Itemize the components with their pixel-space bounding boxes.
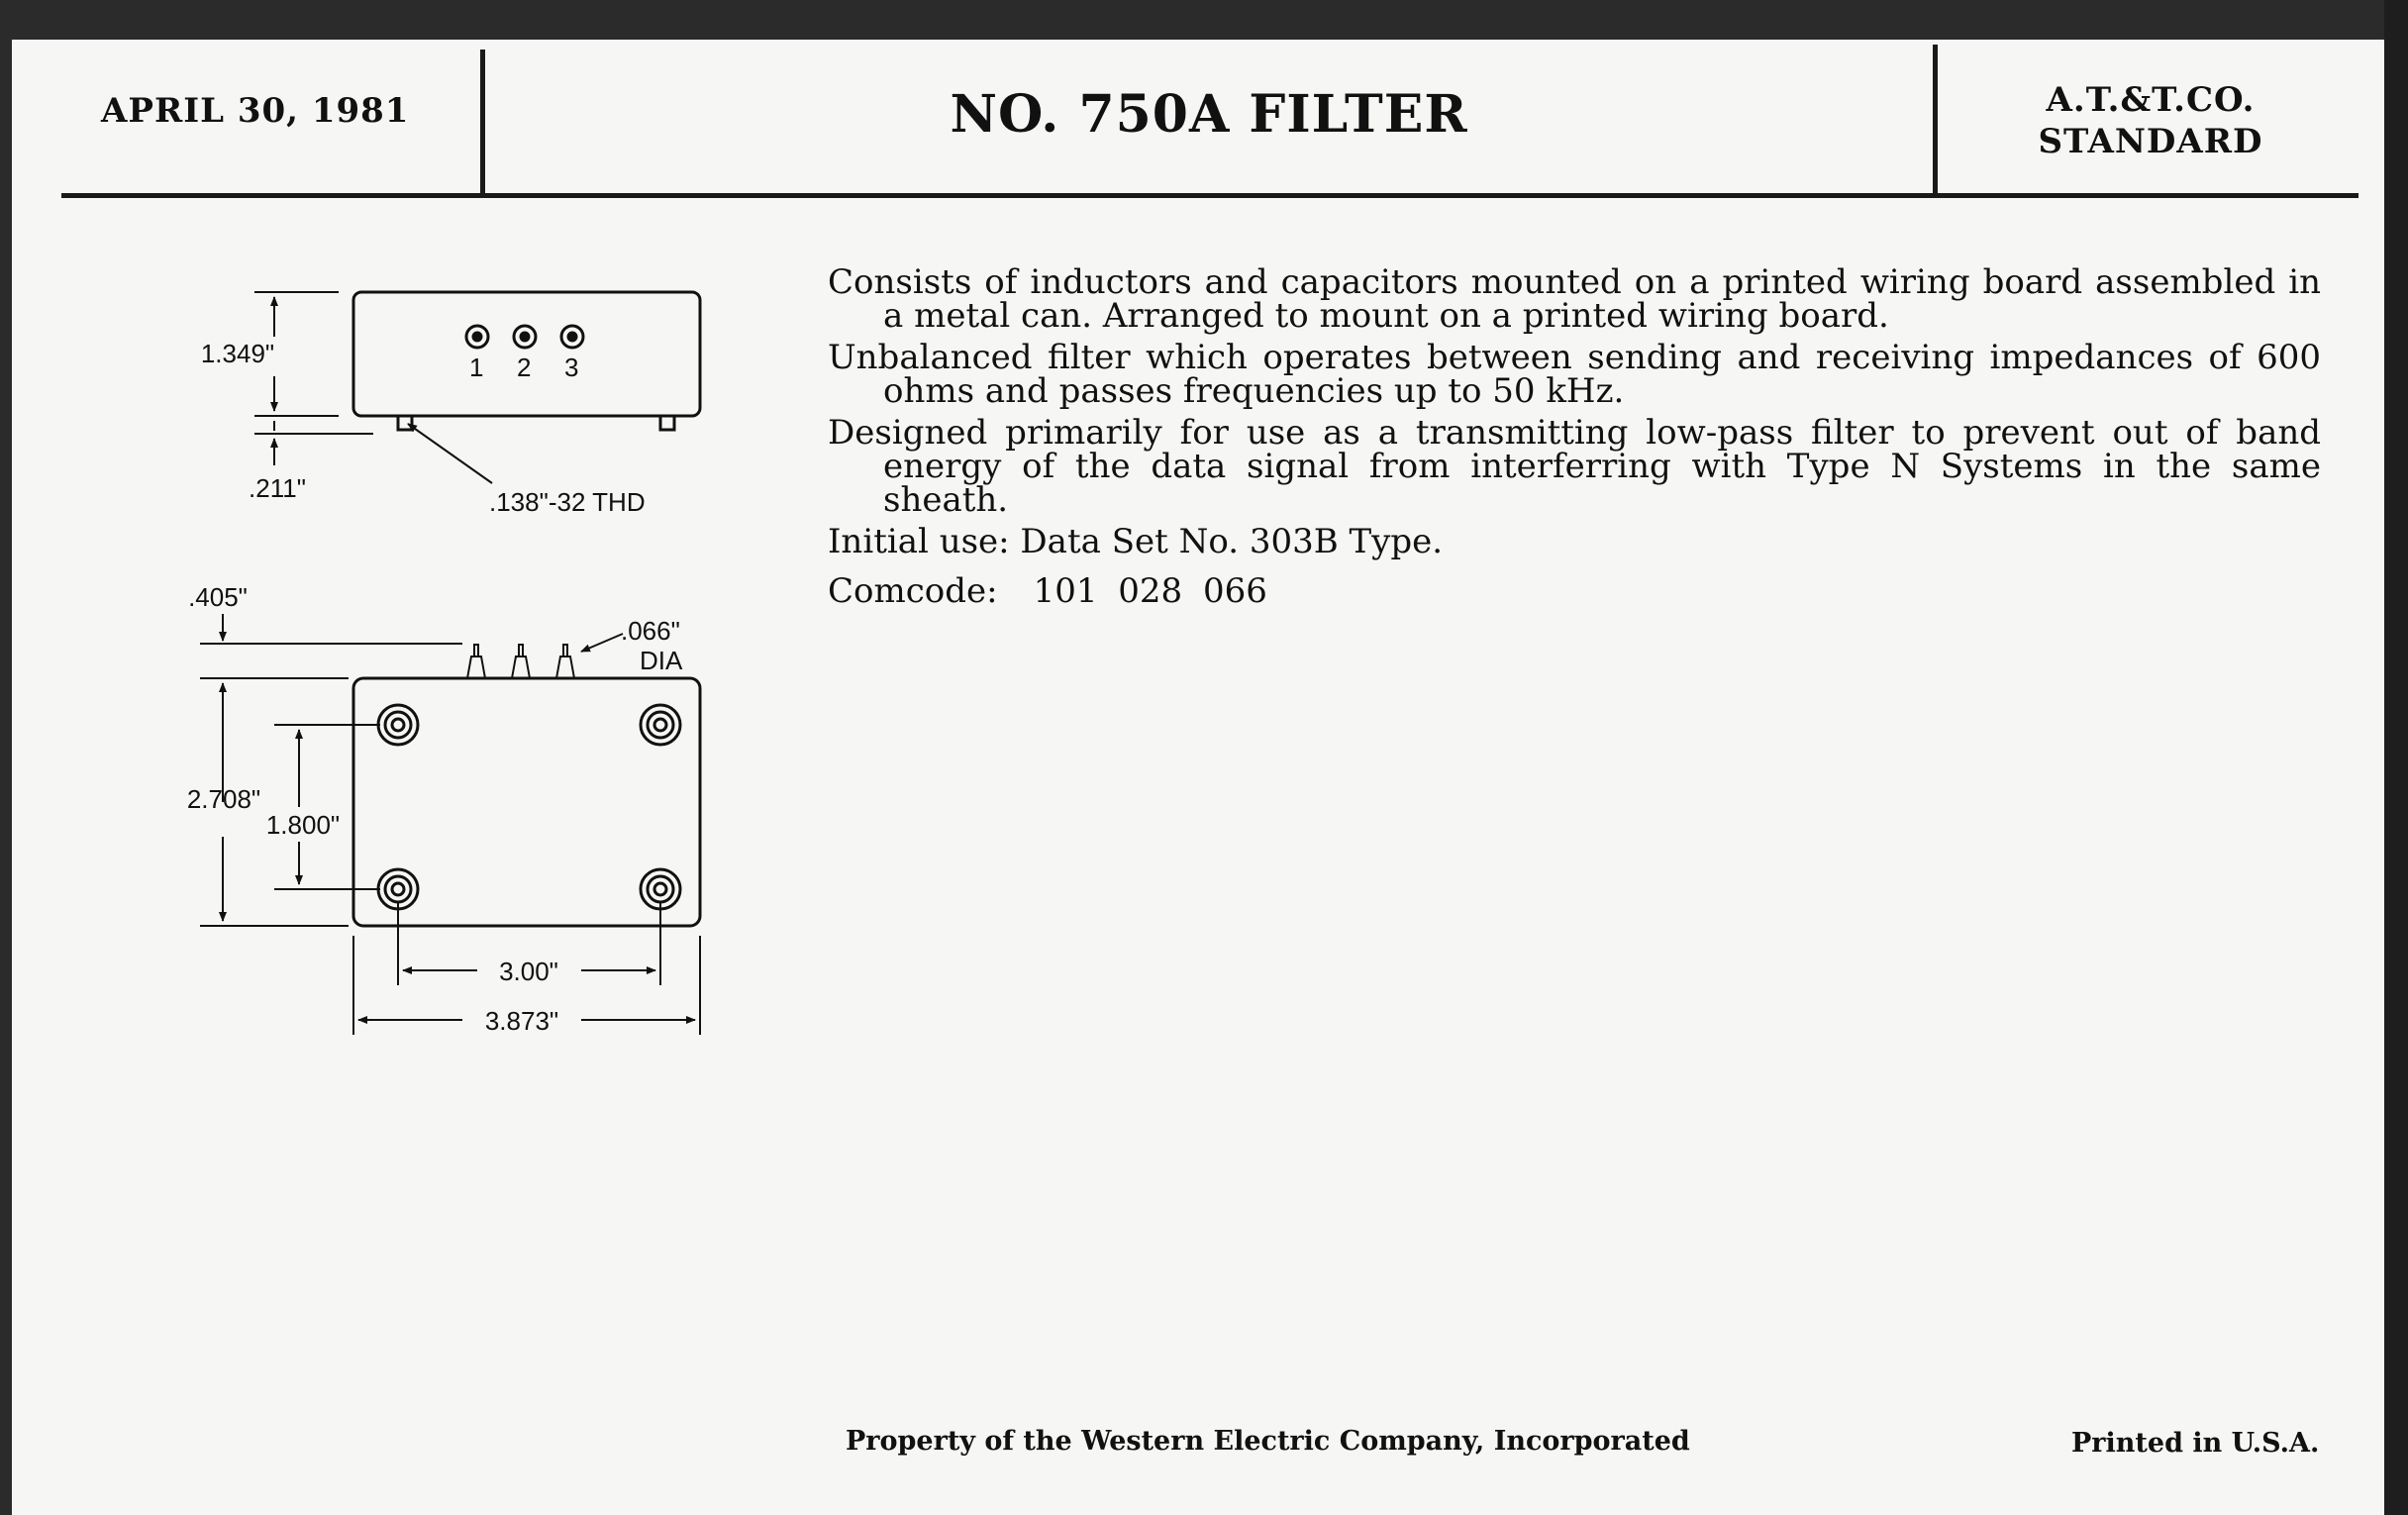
comcode-line [828,571,2321,611]
side-view-terminal-3 [561,326,583,348]
overall-width-dim: 3.873" [484,1006,559,1036]
side-view-stud-left [398,416,412,430]
description-paragraph: Unbalanced filter which operates between sending and receiving impedances of 600 ohms and passes frequencies up to 50 kHz. [828,338,2321,411]
stud-spacing-h-dim: 3.00" [499,957,558,986]
terminal-label-2: 2 [517,353,532,382]
data-sheet-card [12,40,2390,1515]
pin-dia-label: DIA [640,646,683,675]
terminal-label-1: 1 [469,353,484,382]
terminal-pin-2 [512,645,530,678]
initial-use: Initial use: Data Set No. 303B Type. [828,522,1444,561]
overall-height-dim: 2.708" [186,784,261,814]
standard-org: A.T.&T.CO. [2046,80,2256,120]
property-notice: Property of the Western Electric Company, Incorporated [846,1426,1690,1457]
page-title: NO. 750A FILTER [950,84,1468,145]
description-block [828,262,2321,616]
thread-leader [408,424,492,483]
side-height-dim: 1.349" [200,339,275,368]
printed-notice: Printed in U.S.A. [2071,1428,2320,1459]
thread-callout: .138"-32 THD [489,487,646,517]
side-view-stud-right [660,416,674,430]
mounting-stud-top-left [378,705,418,745]
terminal-label-3: 3 [564,353,579,382]
standard-label: STANDARD [2038,122,2263,161]
scan-edge [2384,0,2408,1515]
pin-dia-leader [581,634,623,652]
side-view-terminal-1 [466,326,488,348]
terminal-pin-3 [556,645,574,678]
terminal-height-dim: .405" [188,582,248,612]
side-standoff-dim: .211" [249,473,306,503]
side-view-terminal-2 [514,326,536,348]
issue-date: APRIL 30, 1981 [101,91,410,131]
stud-spacing-v-dim: 1.800" [265,810,341,840]
description-paragraph: Designed primarily for use as a transmitting low-pass filter to prevent out of band energy of the data signal from interferring with Type N Systems in the same sheath. [828,413,2321,520]
description-paragraph: Consists of inductors and capacitors mounted on a printed wiring board assembled in a metal can. Arranged to mount on a printed wiring board. [828,262,2321,336]
standard-block [1938,79,2363,162]
filter-dimension-drawing [12,40,745,1089]
pin-dia-callout: .066" [621,616,680,646]
comcode-value: 101 028 066 [1033,571,1267,611]
comcode-label: Comcode: [828,571,998,611]
terminal-pin-1 [467,645,485,678]
mounting-stud-top-right [641,705,680,745]
